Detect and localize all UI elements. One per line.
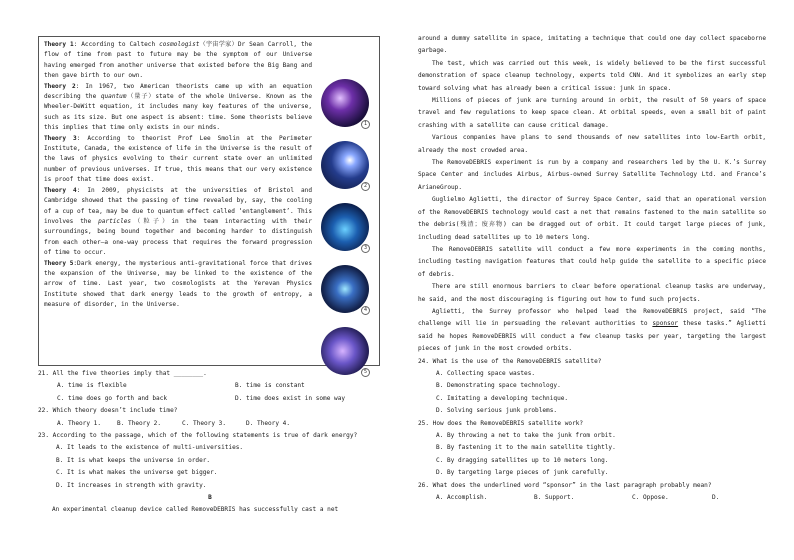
paragraph: around a dummy satellite in space, imitating a technique that could one day collect spaceborne garbage. [418, 35, 766, 55]
option[interactable]: D. It increases in strength with gravity. [56, 481, 207, 489]
section-b-heading: B [208, 494, 212, 502]
q21-options-row1 [38, 380, 382, 392]
paragraph: The RemoveDEBRIS satellite will conduct a few more experiments in the coming months, including testing navigation features that could help guide the satellite to a specific piece of debris. [418, 245, 766, 278]
cosmos-image-4: 4 [321, 265, 369, 313]
option[interactable]: D. Theory 4. [246, 419, 291, 427]
theory-label: Theory 2 [44, 82, 76, 90]
option[interactable]: B. It is what keeps the universe in order. [56, 456, 211, 464]
option[interactable]: A. By throwing a net to take the junk from orbit. [436, 432, 616, 439]
paragraph-last: Aglietti, the Surrey professor who helped lead the RemoveDEBRIS project, said “The challenge will lie in persuading the relevant authorities to sponsor these tasks.” Aglietti said he hopes RemoveDEBRIS will conduct a few cleanup tasks per year, targeting the largest pieces of junk in the most crowded orbits. [418, 307, 766, 353]
option[interactable]: B. time is constant [235, 382, 305, 390]
questions-21-23 [38, 368, 382, 517]
option[interactable]: D. [712, 494, 720, 502]
option[interactable]: C. time does go forth and back [57, 394, 168, 402]
option[interactable]: A. Theory 1. [57, 419, 102, 427]
passage-b [418, 33, 766, 504]
option[interactable]: C. Imitating a developing technique. [436, 394, 569, 402]
q26-options [418, 492, 766, 504]
theory-label: Theory 1 [44, 41, 74, 48]
option[interactable]: B. Theory 2. [117, 419, 162, 427]
paragraph: Various companies have plans to send thousands of new satellites into low-Earth orbit, already the most crowded area. [418, 134, 766, 154]
paragraph: Millions of pieces of junk are turning around in orbit, the result of 50 years of space travel and few regulations to keep space clean. At orbital speeds, even a small bit of paint crashing with a satellite can cause critical damage. [418, 97, 766, 129]
question-22: 22. Which theory doesn’t include time? [38, 407, 178, 415]
paragraph: The test, which was carried out this week, is widely believed to be the first successful demonstration of space cleanup technology, experts told CNN. And it symbolizes an early step toward solving what has already been a critical issue: junk in space. [418, 59, 766, 92]
theory-4: Theory 4: In 2009, physicists at the universities of Bristol and Cambridge showed that the passing of time revealed by, say, the cooling of a cup of tea, may be due to quantum effect called ‘entanglement’. This involves the particles（粒子）in the team interacting with their surroundings, being bound together and becoming harder to distinguish from each other—a one-way process that requires the forward progression of time to occur. [44, 186, 312, 257]
theory-1: Theory 1: According to Caltech cosmologist（宇宙学家）Dr Sean Carroll, the flow of time from past to future may be the symptom of our Universe having emerged from another universe that existed before the Big Bang and then gave birth to our own. [44, 41, 312, 80]
option[interactable]: C. By dragging satellites up to 10 meters long. [436, 456, 609, 464]
option[interactable]: A. Collecting space wastes. [436, 369, 536, 377]
option[interactable]: A. time is flexible [57, 382, 127, 390]
theory-3: Theory 3: According to theorist Prof Lee Smolin at the Perimeter Institute, Canada, the existence of life in the Universe is the result of the laws of physics evolving to their current state over an unlimited number of previous universes. If true, this means that our very existence is proof that time does exist. [44, 134, 312, 184]
cosmos-image-5: 5 [321, 327, 369, 375]
cosmos-image-3: 3 [321, 203, 369, 251]
option[interactable]: D. Solving serious junk problems. [436, 407, 558, 415]
question-23: 23. According to the passage, which of the following statements is true of dark energy? [38, 432, 358, 440]
paragraph: There are still enormous barriers to clear before operational cleanup tasks are underway, he said, and the most discouraging is figuring out how to fund such projects. [418, 283, 766, 303]
theory-label: Theory 4 [44, 186, 77, 194]
option[interactable]: D. time does exist in some way [235, 394, 346, 402]
illustration-column [317, 79, 373, 389]
question-26: 26. What does the underlined word “sponsor” in the last paragraph probably mean? [418, 481, 712, 489]
paragraph: The RemoveDEBRIS experiment is run by a company and researchers led by the U. K.’s Surrey Space Center and includes Airbus, Airbus-owned Surrey Satellite Technology Ltd. and France’s ArianeGroup. [418, 159, 766, 191]
option[interactable]: C. Theory 3. [182, 419, 227, 427]
question-25: 25. How does the RemoveDEBRIS satellite work? [418, 419, 584, 427]
paragraph: Guglielmo Aglietti, the director of Surrey Space Center, said that an operational version of the RemoveDEBRIS technology would cast a net that remains fastened to the main satellite so the debris(残渣；废弃物) can be dragged out of orbit. It could target large pieces of junk, including dead satellites up to 10 meters long. [418, 196, 766, 241]
theory-label: Theory 5 [44, 259, 74, 267]
q22-options [38, 418, 382, 430]
question-21: 21. All the five theories imply that ________. [38, 370, 207, 377]
q21-options-row2 [38, 393, 382, 405]
passage-b-start: An experimental cleanup device called RemoveDEBRIS has successfully cast a net [52, 506, 339, 514]
option[interactable]: A. It leads to the existence of multi-universities. [56, 444, 244, 452]
option[interactable]: B. Demonstrating space technology. [436, 382, 561, 390]
option[interactable]: D. By targeting large pieces of junk carefully. [436, 469, 609, 477]
option[interactable]: B. By fastening it to the main satellite tightly. [436, 444, 616, 452]
question-24: 24. What is the use of the RemoveDEBRIS satellite? [418, 357, 602, 365]
underlined-word: sponsor [652, 320, 679, 328]
theories-text [44, 40, 312, 311]
option[interactable]: C. It is what makes the universe get bigger. [56, 469, 218, 477]
cosmos-image-1: 1 [321, 79, 369, 127]
option[interactable]: C. Oppose. [632, 494, 669, 502]
theory-2: Theory 2: In 1967, two American theorists came up with an equation describing the quantum（量子）state of the whole Universe. Known as the Wheeler-DeWitt equation, it includes many key features of the universe, such as its size. But one aspect is absent: time. Some theorists believe this implies that time only exists in our minds. [44, 82, 313, 132]
option[interactable]: A. Accomplish. [436, 494, 488, 502]
theory-5: Theory 5:Dark energy, the mysterious anti-gravitational force that drives the expansion of the Universe, may be linked to the existence of the arrow of time. Last year, two cosmologists at the Yerevan Physics Institute showed that dark energy leads to the growth of entropy, a measure of disorder, in the Universe. [44, 259, 312, 309]
cosmos-image-2: 2 [321, 141, 369, 189]
option[interactable]: B. Support. [534, 494, 575, 502]
theory-label: Theory 3 [44, 134, 77, 142]
